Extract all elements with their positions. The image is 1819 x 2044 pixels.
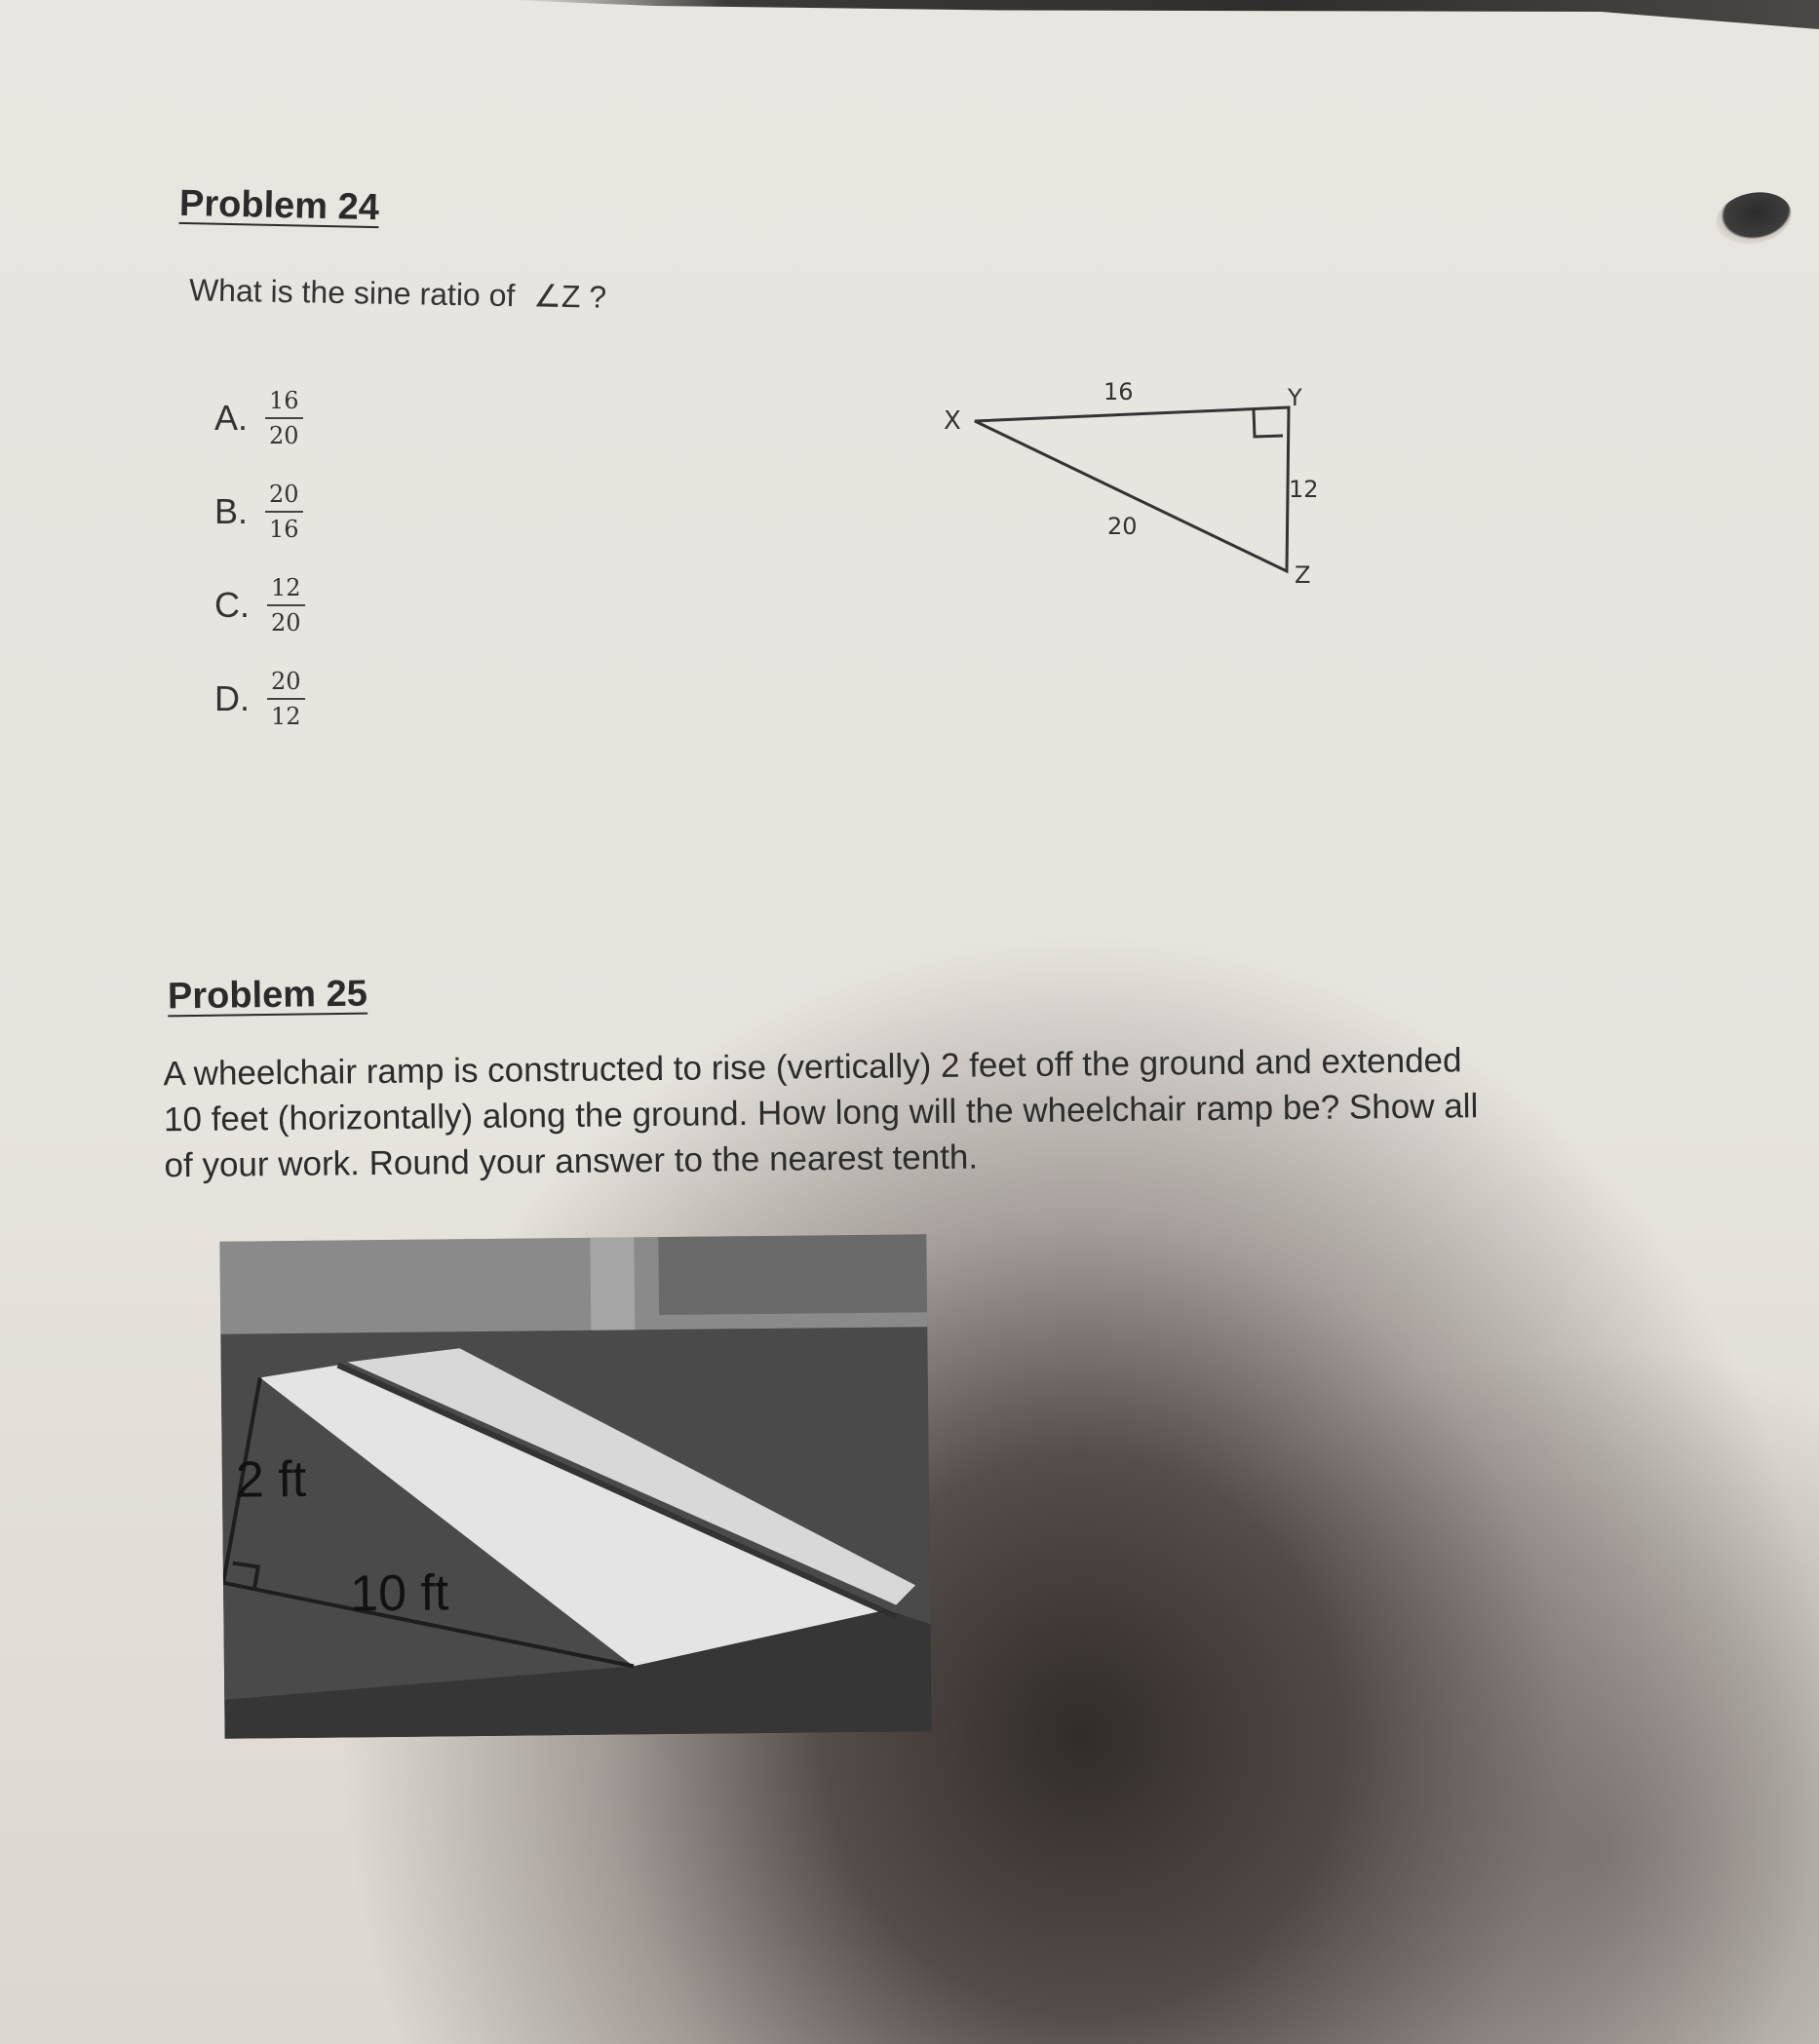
side-xz-label: 20 — [1107, 513, 1138, 540]
ramp-photo — [219, 1234, 931, 1739]
choice-fraction — [265, 386, 303, 450]
problem-25-heading: Problem 25 — [167, 973, 368, 1018]
choice-fraction — [265, 480, 303, 544]
choice-letter: D. — [214, 678, 250, 718]
fraction-numerator: 12 — [267, 573, 305, 606]
run-label: 10 ft — [349, 1564, 449, 1623]
vertex-x-label: X — [944, 406, 961, 436]
problem-24-heading: Problem 24 — [178, 182, 380, 229]
binder-hole — [1711, 185, 1796, 251]
question-mark: ? — [589, 279, 607, 315]
choice-b — [214, 480, 303, 544]
problem-24-question — [189, 271, 607, 315]
vertex-z-label: Z — [1295, 561, 1311, 589]
question-text: What is the sine ratio of — [188, 272, 516, 314]
triangle-diagram — [916, 370, 1345, 604]
planter-background — [658, 1234, 927, 1315]
side-xy-label: 16 — [1103, 378, 1134, 405]
ramp-photo-drawing — [219, 1234, 931, 1739]
fraction-denominator: 12 — [271, 703, 301, 730]
rise-label: 2 ft — [235, 1450, 307, 1509]
choice-fraction — [267, 573, 305, 637]
fraction-denominator: 20 — [269, 422, 299, 449]
side-yz-label: 12 — [1289, 476, 1319, 503]
fraction-denominator: 20 — [271, 609, 301, 636]
door-frame — [590, 1237, 635, 1334]
vertex-y-label: Y — [1288, 384, 1302, 411]
choice-letter: B. — [214, 491, 249, 531]
triangle-xyz — [975, 407, 1289, 571]
problem-25-line-3: of your work. Round your answer to the nearest tenth. — [164, 1138, 979, 1185]
problem-25-line-1: A wheelchair ramp is constructed to rise (vertically) 2 feet off the ground and extended — [163, 1041, 1462, 1094]
choice-fraction — [267, 667, 305, 731]
problem-25-text — [163, 1035, 1704, 1189]
fraction-numerator: 20 — [267, 667, 305, 700]
choice-letter: C. — [214, 585, 250, 625]
question-angle: ∠Z — [532, 278, 581, 315]
fraction-denominator: 16 — [269, 516, 299, 543]
fraction-numerator: 20 — [265, 480, 303, 513]
choice-letter: A. — [214, 398, 249, 438]
problem-25-line-2: 10 feet (horizontally) along the ground. How long will the wheelchair ramp be? Show all — [163, 1087, 1479, 1139]
fraction-numerator: 16 — [265, 386, 303, 419]
choice-d — [214, 667, 305, 731]
choice-c — [214, 573, 305, 637]
right-angle-marker — [1254, 409, 1283, 437]
background-edge — [0, 0, 1819, 29]
choice-a — [214, 386, 303, 450]
